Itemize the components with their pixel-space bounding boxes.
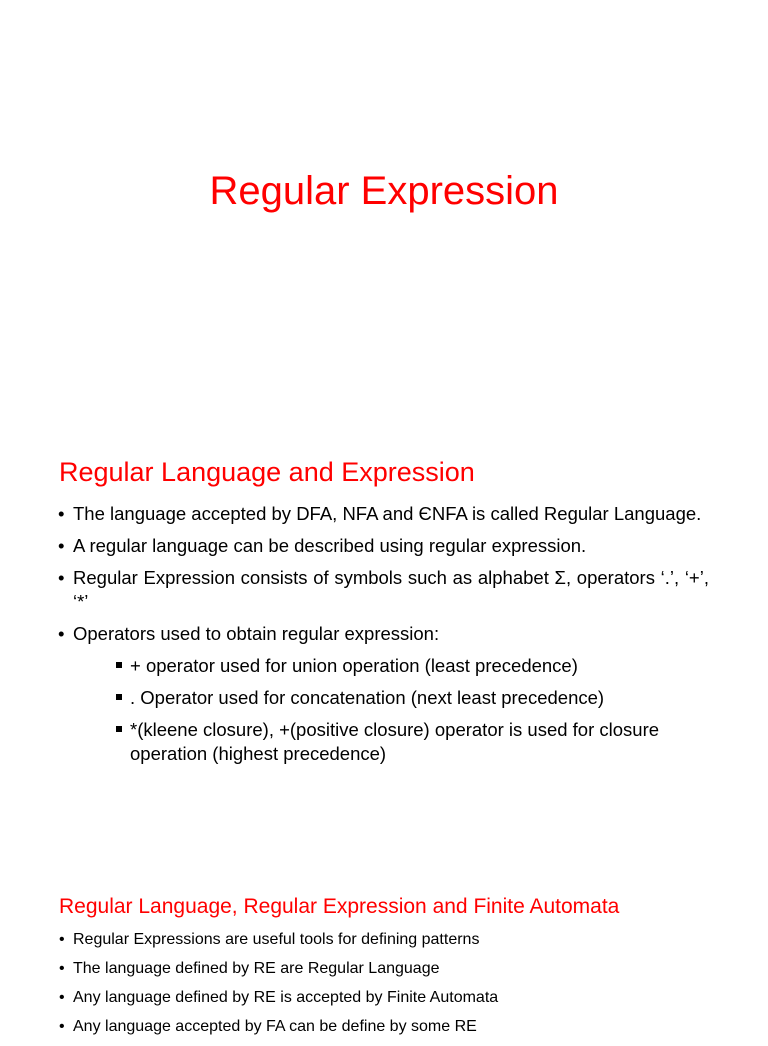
list-item [59,988,719,1008]
bullet-dot-icon: • [58,567,65,588]
slide-title-text: Regular Expression [209,169,559,213]
list-item-text: Any language accepted by FA can be define by some RE [73,1018,477,1035]
list-item [59,959,719,979]
list-item-text: The language accepted by DFA, NFA and ЄNFA is called Regular Language. [73,503,702,524]
list-item-text: Operators used to obtain regular expression: [73,623,440,644]
sub-list-item [116,686,709,710]
bullet-dot-icon: • [59,960,65,977]
sub-bullet-list [73,654,709,766]
slide-2-heading: Regular Language and Expression [59,457,475,487]
list-item [58,622,709,766]
slide-finite-automata [0,862,768,1035]
list-item-text: Regular Expressions are useful tools for defining patterns [73,931,480,948]
list-item-text: A regular language can be described using regular expression. [73,535,587,556]
bullet-dot-icon: • [59,989,65,1006]
list-item-text: Any language defined by RE is accepted by Finite Automata [73,989,499,1006]
sub-list-item-text: + operator used for union operation (least precedence) [130,655,578,676]
list-item [59,1017,719,1037]
sub-list-item-text: . Operator used for concatenation (next least precedence) [130,687,605,708]
list-item [59,930,719,950]
square-bullet-icon [116,662,122,668]
slide-3-bullet-list [59,930,719,1046]
list-item-text: Regular Expression consists of symbols such as alphabet Σ, operators ‘.’, ‘+’, ‘*’ [73,567,709,612]
square-bullet-icon [116,726,122,732]
bullet-dot-icon: • [59,931,65,948]
bullet-dot-icon: • [58,623,65,644]
sub-list-item-text: *(kleene closure), +(positive closure) operator is used for closure operation (highest precedence) [130,719,660,764]
slide-3-heading: Regular Language, Regular Expression and Finite Automata [59,895,620,918]
list-item [58,566,709,614]
slide-2-bullet-list [58,502,709,774]
list-item-text: The language defined by RE are Regular Language [73,960,440,977]
list-item [58,534,709,558]
list-item [58,502,709,526]
bullet-dot-icon: • [58,503,65,524]
slide-title [0,0,768,430]
bullet-dot-icon: • [58,535,65,556]
sub-list-item [116,718,709,766]
bullet-dot-icon: • [59,1018,65,1035]
slide-regular-language [0,430,768,862]
sub-list-item [116,654,709,678]
square-bullet-icon [116,694,122,700]
